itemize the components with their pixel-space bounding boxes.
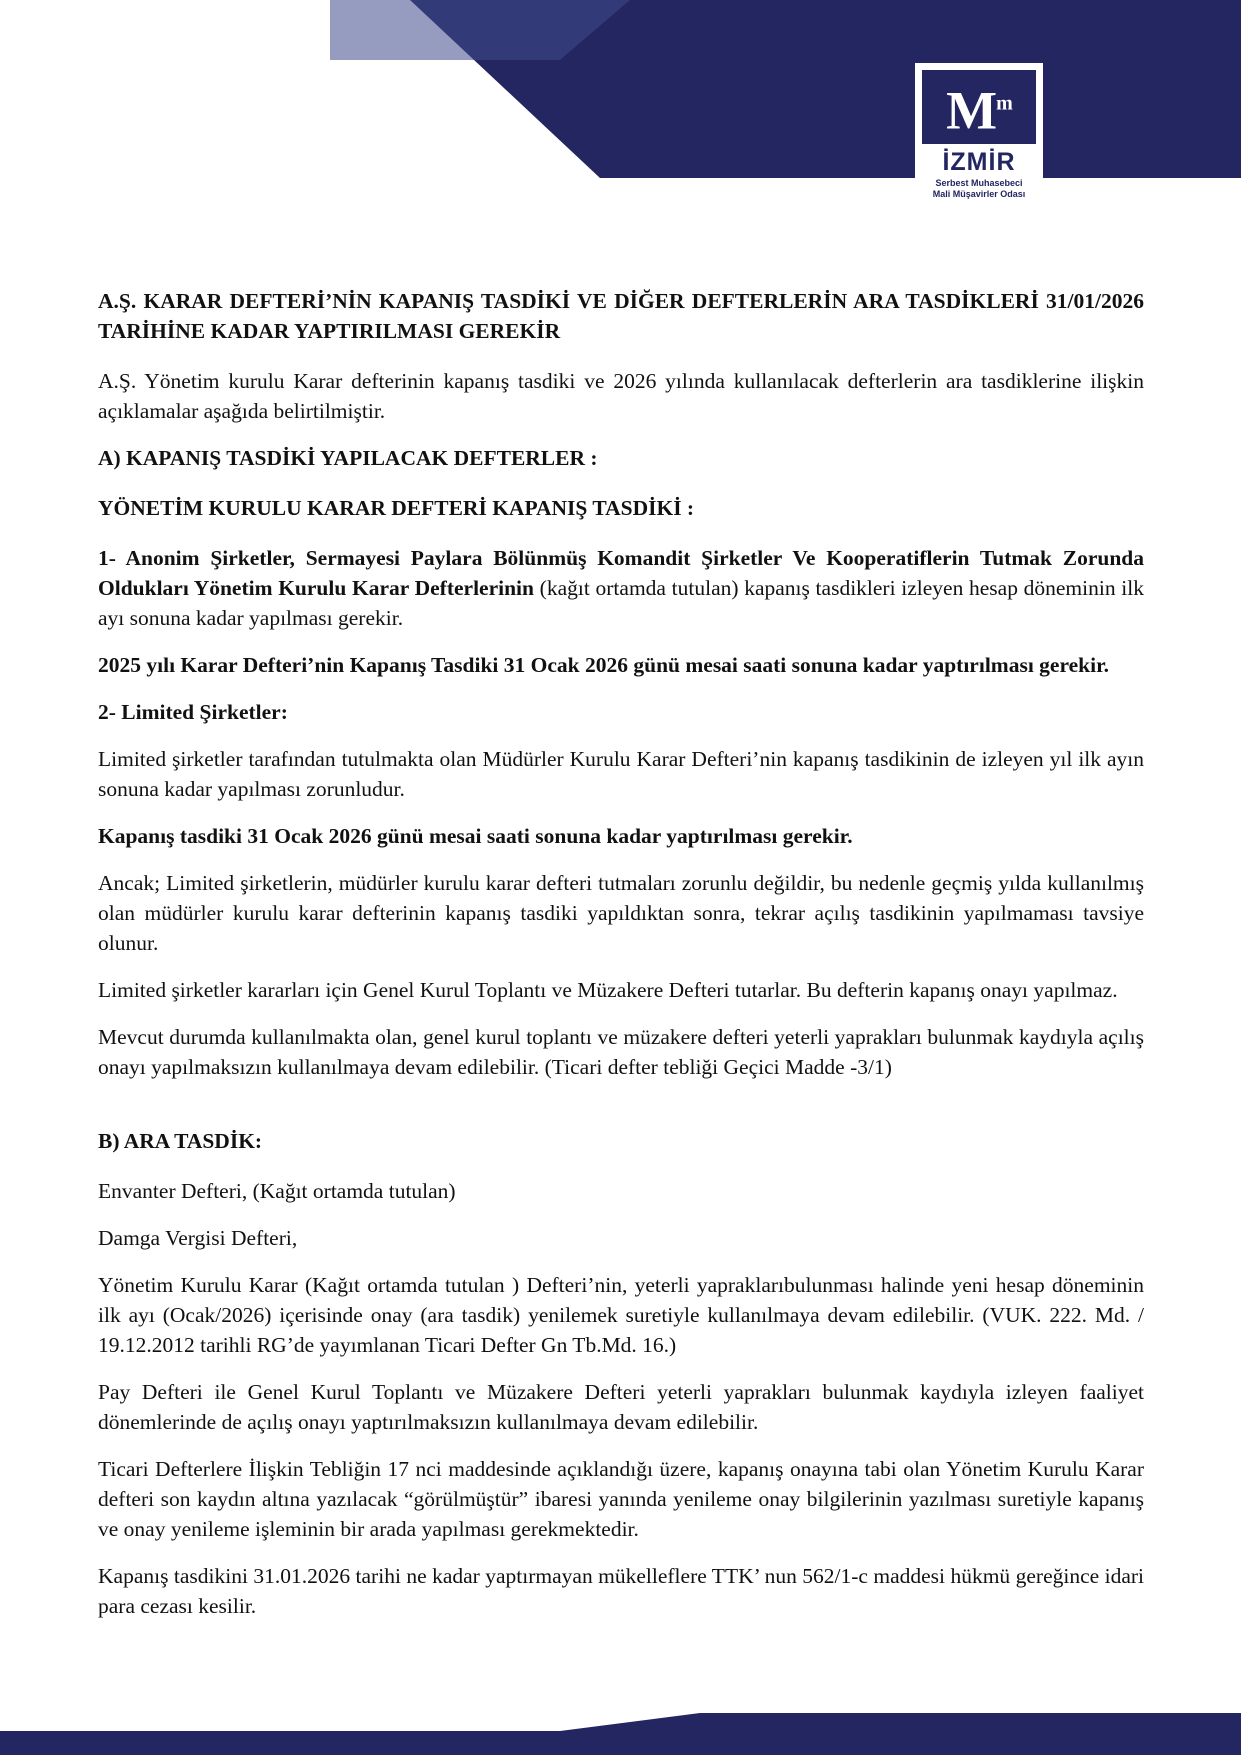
section-b-paragraph-1: Yönetim Kurulu Karar (Kağıt ortamda tutulan ) Defteri’nin, yeterli yapraklarıbulunması halinde yeni hesap döneminin ilk ayı (Ocak/2026) içerisinde onay (ara tasdik) yenilemek suretiyle kullanılmaya devam edilebilir. (VUK. 222. Md. / 19.12.2012 tarihli RG’de yayımlanan Ticari Defter Gn Tb.Md. 16.) [98, 1273, 1144, 1357]
item2-paragraph-1: Limited şirketler tarafından tutulmakta olan Müdürler Kurulu Karar Defteri’nin kapanış tasdikinin de izleyen yıl ilk ayın sonuna kadar yapılması zorunludur. [98, 747, 1144, 801]
logo-monogram-box [922, 70, 1036, 144]
item2-heading [98, 697, 1144, 727]
item2-bold-text: 2- Limited Şirketler [98, 700, 281, 724]
logo-subtitle-line2: Mali Müşavirler Odası [932, 189, 1026, 199]
document-body [98, 286, 1144, 1638]
page-footer-band [0, 1713, 1241, 1755]
izmir-smmmo-logo [915, 63, 1043, 223]
section-b-line-2: Damga Vergisi Defteri, [98, 1226, 298, 1250]
item2-bold-tail: : [280, 700, 288, 724]
logo-letter-m-text: M [946, 80, 997, 141]
section-b-line-1: Envanter Defteri, (Kağıt ortamda tutulan) [98, 1179, 456, 1203]
section-b-heading: B) ARA TASDİK: [98, 1129, 263, 1153]
section-a-heading: A) KAPANIŞ TASDİKİ YAPILACAK DEFTERLER : [98, 446, 598, 470]
item1-bold-text: 1- Anonim Şirketler, Sermayesi Paylara Bölünmüş Komandit Şirketler Ve Kooperatiflerin Tutmak Zorunda Oldukları Yönetim Kurulu Karar Defterlerinin [98, 546, 1144, 600]
section-b-paragraph-2: Pay Defteri ile Genel Kurul Toplantı ve Müzakere Defteri yeterli yaprakları bulunmak kaydıyla izleyen faaliyet dönemlerinde de açılış onayı yaptırılmaksızın kullanılmaya devam edilebilir. [98, 1380, 1144, 1434]
logo-subtitle-line1: Serbest Muhasebeci [935, 178, 1023, 188]
page-header-band [0, 0, 1241, 230]
section-a-subheading: YÖNETİM KURULU KARAR DEFTERİ KAPANIŞ TASDİKİ : [98, 496, 695, 520]
item1-rest-text: (kağıt ortamda tutulan) kapanış tasdikleri izleyen hesap döneminin ilk ayı sonuna kadar yapılması gerekir. [98, 576, 1144, 630]
item2-paragraph-4: Mevcut durumda kullanılmakta olan, genel kurul toplantı ve müzakere defteri yeterli yaprakları bulunmak kaydıyla açılış onayı yapılmaksızın kullanılmaya devam edilebilir. (Ticari defter tebliği Geçici Madde -3/1) [98, 1025, 1144, 1079]
section-b-paragraph-3: Ticari Defterlere İlişkin Tebliğin 17 nci maddesinde açıklandığı üzere, kapanış onayına tabi olan Yönetim Kurulu Karar defteri son kaydın altına yazılacak “görülmüştür” ibaresi yanında yenileme onay bilgilerinin yazılması suretiyle kapanış ve onay yenileme işleminin bir arada yapılması gerekmektedir. [98, 1457, 1144, 1541]
item2-paragraph-2: Ancak; Limited şirketlerin, müdürler kurulu karar defteri tutmaları zorunlu değildir, bu nedenle geçmiş yılda kullanılmış olan müdürler kurulu karar defterinin kapanış tasdiki yapıldıktan sonra, tekrar açılış tasdikinin yapılmaması tavsiye olunur. [98, 871, 1144, 955]
logo-subtitle [918, 178, 1040, 204]
item1-paragraph [98, 543, 1144, 633]
section-b-paragraph-4: Kapanış tasdikini 31.01.2026 tarihi ne kadar yaptırmayan mükelleflere TTK’ nun 562/1-c maddesi hükmü gereğince idari para cezası kesilir. [98, 1564, 1144, 1618]
header-navy-shape [0, 0, 1241, 178]
intro-paragraph: A.Ş. Yönetim kurulu Karar defterinin kapanış tasdiki ve 2026 yılında kullanılacak defterlerin ara tasdiklerine ilişkin açıklamalar aşağıda belirtilmiştir. [98, 369, 1144, 423]
logo-city-label: İZMİR [942, 148, 1016, 176]
logo-letter-m [922, 77, 1036, 141]
document-title: A.Ş. KARAR DEFTERİ’NİN KAPANIŞ TASDİKİ VE DİĞER DEFTERLERİN ARA TASDİKLERİ 31/01/2026 TARİHİNE KADAR YAPTIRILMASI GEREKİR [98, 289, 1144, 343]
item1-note: 2025 yılı Karar Defteri’nin Kapanış Tasdiki 31 Ocak 2026 günü mesai saati sonuna kadar yaptırılması gerekir. [98, 653, 1110, 677]
logo-letter-m-superscript: m [996, 92, 1012, 115]
item2-note: Kapanış tasdiki 31 Ocak 2026 günü mesai saati sonuna kadar yaptırılması gerekir. [98, 824, 853, 848]
item2-paragraph-3: Limited şirketler kararları için Genel Kurul Toplantı ve Müzakere Defteri tutarlar. Bu defterin kapanış onayı yapılmaz. [98, 978, 1118, 1002]
